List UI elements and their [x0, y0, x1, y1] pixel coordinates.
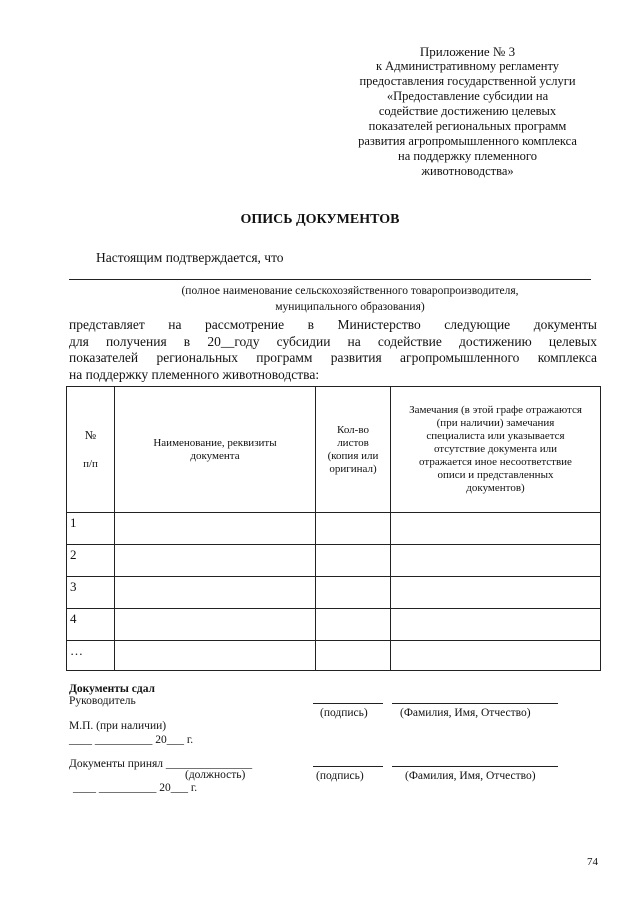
position-caption: (должность) — [185, 769, 246, 781]
row-remarks-cell — [391, 545, 601, 577]
appendix-line: предоставления государственной услуги — [359, 74, 576, 88]
document-title: ОПИСЬ ДОКУМЕНТОВ — [240, 212, 400, 227]
row-number: … — [67, 641, 115, 671]
header-name: Наименование, реквизиты документа — [115, 387, 316, 513]
row-name-cell — [115, 577, 316, 609]
row-name-cell — [115, 545, 316, 577]
header-number-pp: п/п — [83, 457, 98, 470]
row-name-cell — [115, 513, 316, 545]
row-remarks-cell — [391, 641, 601, 671]
stamp-label: М.П. (при наличии) — [69, 720, 167, 732]
signature-caption: (подпись) — [316, 770, 364, 782]
fio-line — [392, 703, 558, 704]
signature-caption: (подпись) — [320, 707, 368, 719]
table-row — [67, 609, 601, 641]
head-label: Руководитель — [69, 695, 136, 707]
received-label: Документы принял _______________ — [69, 758, 253, 770]
caption-line: муниципального образования) — [275, 301, 425, 313]
row-number: 3 — [67, 577, 115, 609]
row-remarks-cell — [391, 577, 601, 609]
handed-over-title: Документы сдал — [69, 683, 156, 695]
row-remarks-cell — [391, 609, 601, 641]
row-count-cell — [316, 545, 391, 577]
page-number: 74 — [587, 856, 598, 868]
row-number: 4 — [67, 609, 115, 641]
row-name-cell — [115, 641, 316, 671]
intro-paragraph — [69, 317, 597, 383]
appendix-line: «Предоставление субсидии на — [386, 89, 549, 103]
paragraph-line: для получения в 20__году субсидии на содействие достижению целевых — [69, 333, 597, 349]
header-remarks: Замечания (в этой графе отражаются (при наличии) замечания специалиста или указывается отсутствие документа или отражается иное несоответствие описи и представленных документов) — [391, 387, 601, 513]
header-number-sign: № — [84, 427, 97, 442]
row-name-cell — [115, 609, 316, 641]
appendix-line: Приложение № 3 — [419, 44, 516, 59]
row-number: 2 — [67, 545, 115, 577]
table-header-row — [67, 387, 601, 513]
appendix-line: к Административному регламенту — [375, 59, 559, 73]
row-remarks-cell — [391, 513, 601, 545]
signature-line — [313, 766, 383, 767]
producer-name-line — [69, 279, 591, 280]
appendix-line: показателей региональных программ — [368, 119, 567, 133]
table-row — [67, 545, 601, 577]
date-line: ____ __________ 20___ г. — [73, 782, 198, 794]
appendix-line: развития агропромышленного комплекса — [358, 134, 577, 148]
row-count-cell — [316, 577, 391, 609]
header-count: Кол-во листов (копия или оригинал) — [316, 387, 391, 513]
table-row — [67, 641, 601, 671]
fio-line — [392, 766, 558, 767]
appendix-header — [330, 44, 605, 179]
row-count-cell — [316, 609, 391, 641]
paragraph-line: представляет на рассмотрение в Министерство следующие документы — [69, 317, 597, 332]
documents-table — [66, 386, 601, 671]
table-row — [67, 577, 601, 609]
confirm-text: Настоящим подтверждается, что — [96, 250, 284, 265]
row-count-cell — [316, 641, 391, 671]
signature-line — [313, 703, 383, 704]
producer-caption — [150, 283, 550, 315]
paragraph-line: показателей региональных программ развития агропромышленного комплекса — [69, 350, 597, 365]
caption-line: (полное наименование сельскохозяйственного товаропроизводителя, — [181, 285, 519, 297]
row-number: 1 — [67, 513, 115, 545]
table-row — [67, 513, 601, 545]
header-number — [67, 387, 115, 513]
fio-caption: (Фамилия, Имя, Отчество) — [400, 707, 531, 719]
fio-caption: (Фамилия, Имя, Отчество) — [405, 770, 536, 782]
appendix-line: на поддержку племенного — [398, 149, 537, 163]
row-count-cell — [316, 513, 391, 545]
appendix-line: содействие достижению целевых — [378, 104, 557, 118]
date-line: ____ __________ 20___ г. — [69, 734, 194, 746]
appendix-line: животноводства» — [421, 164, 514, 178]
paragraph-line: на поддержку племенного животноводства: — [69, 366, 320, 382]
